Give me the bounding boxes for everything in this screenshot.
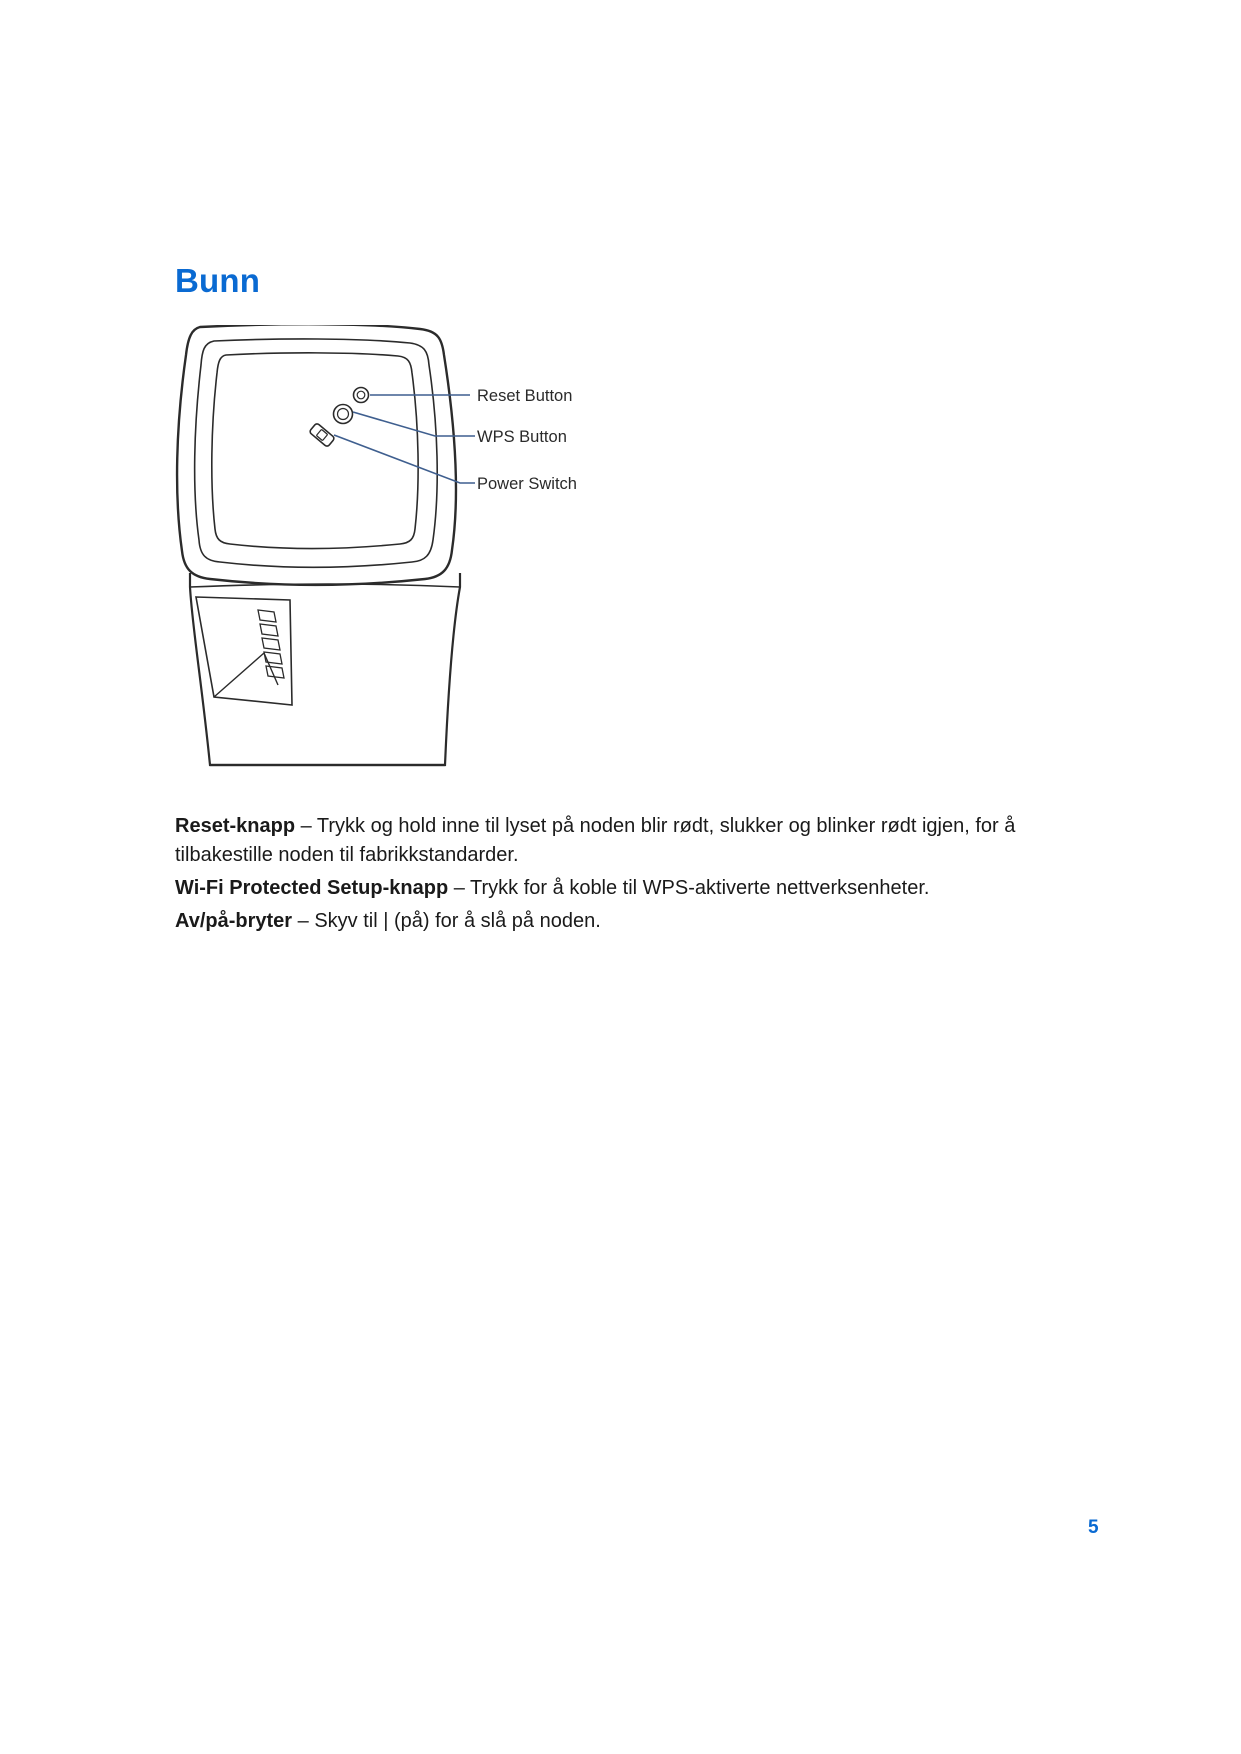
separator: – — [292, 910, 315, 932]
component-descriptions — [175, 812, 1075, 940]
node-bottom-diagram — [170, 325, 650, 780]
separator: – — [448, 877, 471, 899]
text-reset: Trykk og hold inne til lyset på noden blir rødt, slukker og blinker rødt igjen, for å tilbakestille noden til fabrikkstandarder. — [175, 815, 1016, 866]
vent-recess — [196, 597, 292, 705]
separator: – — [295, 815, 317, 837]
description-wps — [175, 874, 1075, 903]
node-bottom-illustration — [170, 325, 650, 780]
term-wps: Wi-Fi Protected Setup-knapp — [175, 877, 449, 899]
node-top-panel — [212, 353, 418, 549]
section-title: Bunn — [175, 262, 261, 299]
page-number: 5 — [1088, 1517, 1099, 1538]
reset-button-label: Reset Button — [477, 387, 573, 405]
power-switch-label: Power Switch — [477, 475, 577, 493]
wps-callout-line — [353, 412, 475, 436]
reset-button-core — [357, 391, 365, 399]
reset-button-graphic — [354, 388, 369, 403]
wps-button-core — [338, 409, 349, 420]
node-top-bezel — [195, 339, 438, 567]
description-power — [175, 907, 1075, 936]
wps-button-graphic — [334, 405, 353, 424]
description-reset — [175, 812, 1075, 870]
power-switch-graphic — [309, 423, 335, 448]
node-base-outline — [190, 573, 460, 765]
wps-button-label: WPS Button — [477, 428, 567, 446]
term-reset: Reset-knapp — [175, 815, 296, 837]
text-power: Skyv til | (på) for å slå på noden. — [314, 910, 601, 932]
text-wps: Trykk for å koble til WPS-aktiverte nettverksenheter. — [470, 877, 930, 899]
term-power: Av/på-bryter — [175, 910, 293, 932]
